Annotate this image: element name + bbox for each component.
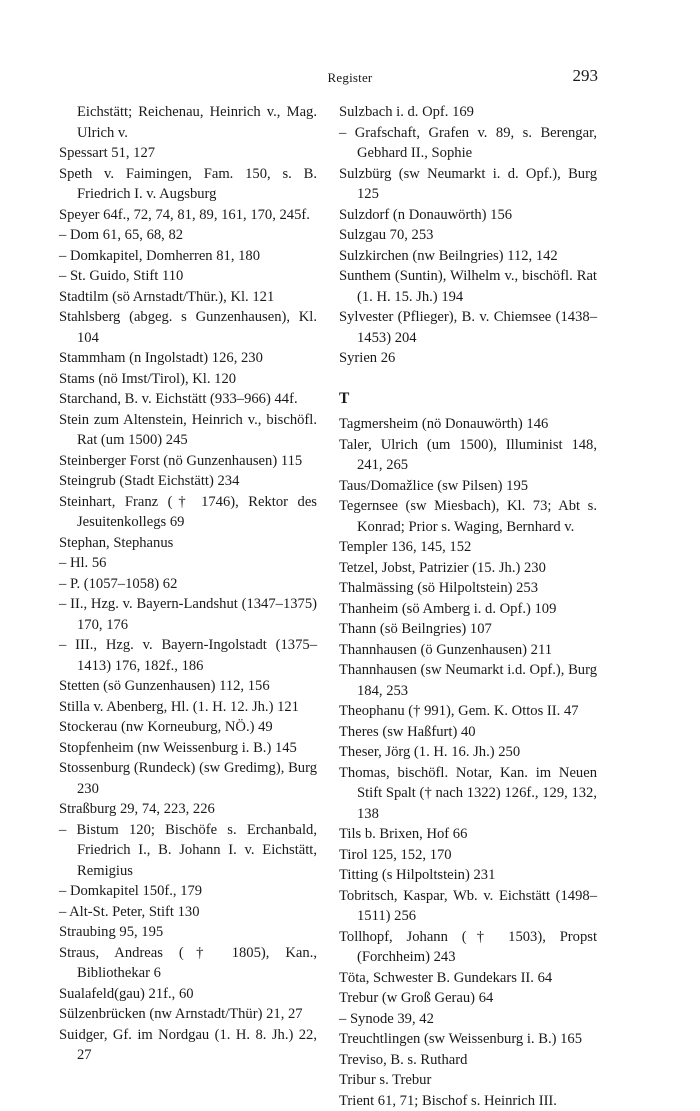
index-entry: Straus, Andreas († 1805), Kan., Bibliothekar 6 [59,943,317,984]
index-entry: Steingrub (Stadt Eichstätt) 234 [59,471,317,492]
index-entry: Tagmersheim (nö Donauwörth) 146 [339,414,597,435]
index-entry: Stein zum Altenstein, Heinrich v., bischöfl. Rat (um 1500) 245 [59,410,317,451]
index-column-right [339,102,597,1111]
index-entry: Steinhart, Franz († 1746), Rektor des Jesuitenkollegs 69 [59,492,317,533]
index-entry: – Grafschaft, Grafen v. 89, s. Berengar, Gebhard II., Sophie [339,123,597,164]
index-entry: Stilla v. Abenberg, Hl. (1. H. 12. Jh.) 121 [59,697,317,718]
index-entry: Taler, Ulrich (um 1500), Illuminist 148, 241, 265 [339,435,597,476]
index-entry: – Hl. 56 [59,553,317,574]
index-entry: Straubing 95, 195 [59,922,317,943]
index-group-s [339,102,597,369]
index-entry: Tetzel, Jobst, Patrizier (15. Jh.) 230 [339,558,597,579]
index-entry: Syrien 26 [339,348,597,369]
index-entry: Tegernsee (sw Miesbach), Kl. 73; Abt s. Konrad; Prior s. Waging, Bernhard v. [339,496,597,537]
index-entry: – St. Guido, Stift 110 [59,266,317,287]
index-entry: Eichstätt; Reichenau, Heinrich v., Mag. Ulrich v. [59,102,317,143]
index-entry: Spessart 51, 127 [59,143,317,164]
index-entry: Thalmässing (sö Hilpoltstein) 253 [339,578,597,599]
index-entry: Treuchtlingen (sw Weissenburg i. B.) 165 [339,1029,597,1050]
index-entry: Thannhausen (sw Neumarkt i.d. Opf.), Burg 184, 253 [339,660,597,701]
index-entry: Stephan, Stephanus [59,533,317,554]
index-entry: Stossenburg (Rundeck) (sw Gredimg), Burg 230 [59,758,317,799]
index-entry: Thann (sö Beilngries) 107 [339,619,597,640]
index-entry: Titting (s Hilpoltstein) 231 [339,865,597,886]
index-entry: Treviso, B. s. Ruthard [339,1050,597,1071]
index-entry: Sualafeld(gau) 21f., 60 [59,984,317,1005]
index-entry: Sulzgau 70, 253 [339,225,597,246]
index-entry: Sulzbürg (sw Neumarkt i. d. Opf.), Burg 125 [339,164,597,205]
index-entry: Templer 136, 145, 152 [339,537,597,558]
index-entry: Tollhopf, Johann († 1503), Propst (Forchheim) 243 [339,927,597,968]
index-entry: – II., Hzg. v. Bayern-Landshut (1347–1375) 170, 176 [59,594,317,635]
index-entry: Stahlsberg (abgeg. s Gunzenhausen), Kl. 104 [59,307,317,348]
index-entry: Theophanu († 991), Gem. K. Ottos II. 47 [339,701,597,722]
index-entry: Tils b. Brixen, Hof 66 [339,824,597,845]
index-entry: Stockerau (nw Korneuburg, NÖ.) 49 [59,717,317,738]
index-entry: Tribur s. Trebur [339,1070,597,1091]
page-header [0,66,700,90]
index-entry: Speyer 64f., 72, 74, 81, 89, 161, 170, 245f. [59,205,317,226]
index-column-left [59,102,317,1066]
index-entry: Stammham (n Ingolstadt) 126, 230 [59,348,317,369]
index-entry: – Domkapitel, Domherren 81, 180 [59,246,317,267]
index-entry: Sulzbach i. d. Opf. 169 [339,102,597,123]
index-entry: Thanheim (sö Amberg i. d. Opf.) 109 [339,599,597,620]
index-entry: Taus/Domažlice (sw Pilsen) 195 [339,476,597,497]
index-entry: Suidger, Gf. im Nordgau (1. H. 8. Jh.) 22, 27 [59,1025,317,1066]
index-entry: Sylvester (Pflieger), B. v. Chiemsee (1438–1453) 204 [339,307,597,348]
index-entry: Stetten (sö Gunzenhausen) 112, 156 [59,676,317,697]
index-entry: Tobritsch, Kaspar, Wb. v. Eichstätt (1498–1511) 256 [339,886,597,927]
section-letter: T [339,389,597,410]
running-head: Register [300,70,400,86]
index-entry: Theres (sw Haßfurt) 40 [339,722,597,743]
index-entry: Starchand, B. v. Eichstätt (933–966) 44f. [59,389,317,410]
index-entry: Trient 61, 71; Bischof s. Heinrich III. [339,1091,597,1111]
index-entry: Tirol 125, 152, 170 [339,845,597,866]
index-entry: Töta, Schwester B. Gundekars II. 64 [339,968,597,989]
index-entry: – Domkapitel 150f., 179 [59,881,317,902]
index-entry: – III., Hzg. v. Bayern-Ingolstadt (1375–1413) 176, 182f., 186 [59,635,317,676]
index-entry: Trebur (w Groß Gerau) 64 [339,988,597,1009]
index-entry: Stadtilm (sö Arnstadt/Thür.), Kl. 121 [59,287,317,308]
index-entry: Theser, Jörg (1. H. 16. Jh.) 250 [339,742,597,763]
page-number: 293 [573,66,599,86]
index-entry: – Synode 39, 42 [339,1009,597,1030]
index-entry: Steinberger Forst (nö Gunzenhausen) 115 [59,451,317,472]
index-entry: Speth v. Faimingen, Fam. 150, s. B. Friedrich I. v. Augsburg [59,164,317,205]
index-entry: Stams (nö Imst/Tirol), Kl. 120 [59,369,317,390]
index-entry: Sulzdorf (n Donauwörth) 156 [339,205,597,226]
index-entry: – Bistum 120; Bischöfe s. Erchanbald, Friedrich I., B. Johann I. v. Eichstätt, Remigius [59,820,317,882]
index-entry: Sülzenbrücken (nw Arnstadt/Thür) 21, 27 [59,1004,317,1025]
index-entry: Stopfenheim (nw Weissenburg i. B.) 145 [59,738,317,759]
index-entry: Straßburg 29, 74, 223, 226 [59,799,317,820]
index-entry: Sulzkirchen (nw Beilngries) 112, 142 [339,246,597,267]
index-entry: Thannhausen (ö Gunzenhausen) 211 [339,640,597,661]
index-group-t [339,414,597,1111]
index-entry: Thomas, bischöfl. Notar, Kan. im Neuen Stift Spalt († nach 1322) 126f., 129, 132, 138 [339,763,597,825]
index-entry: – Alt-St. Peter, Stift 130 [59,902,317,923]
index-entry: – P. (1057–1058) 62 [59,574,317,595]
index-entry: – Dom 61, 65, 68, 82 [59,225,317,246]
index-entry: Sunthem (Suntin), Wilhelm v., bischöfl. Rat (1. H. 15. Jh.) 194 [339,266,597,307]
